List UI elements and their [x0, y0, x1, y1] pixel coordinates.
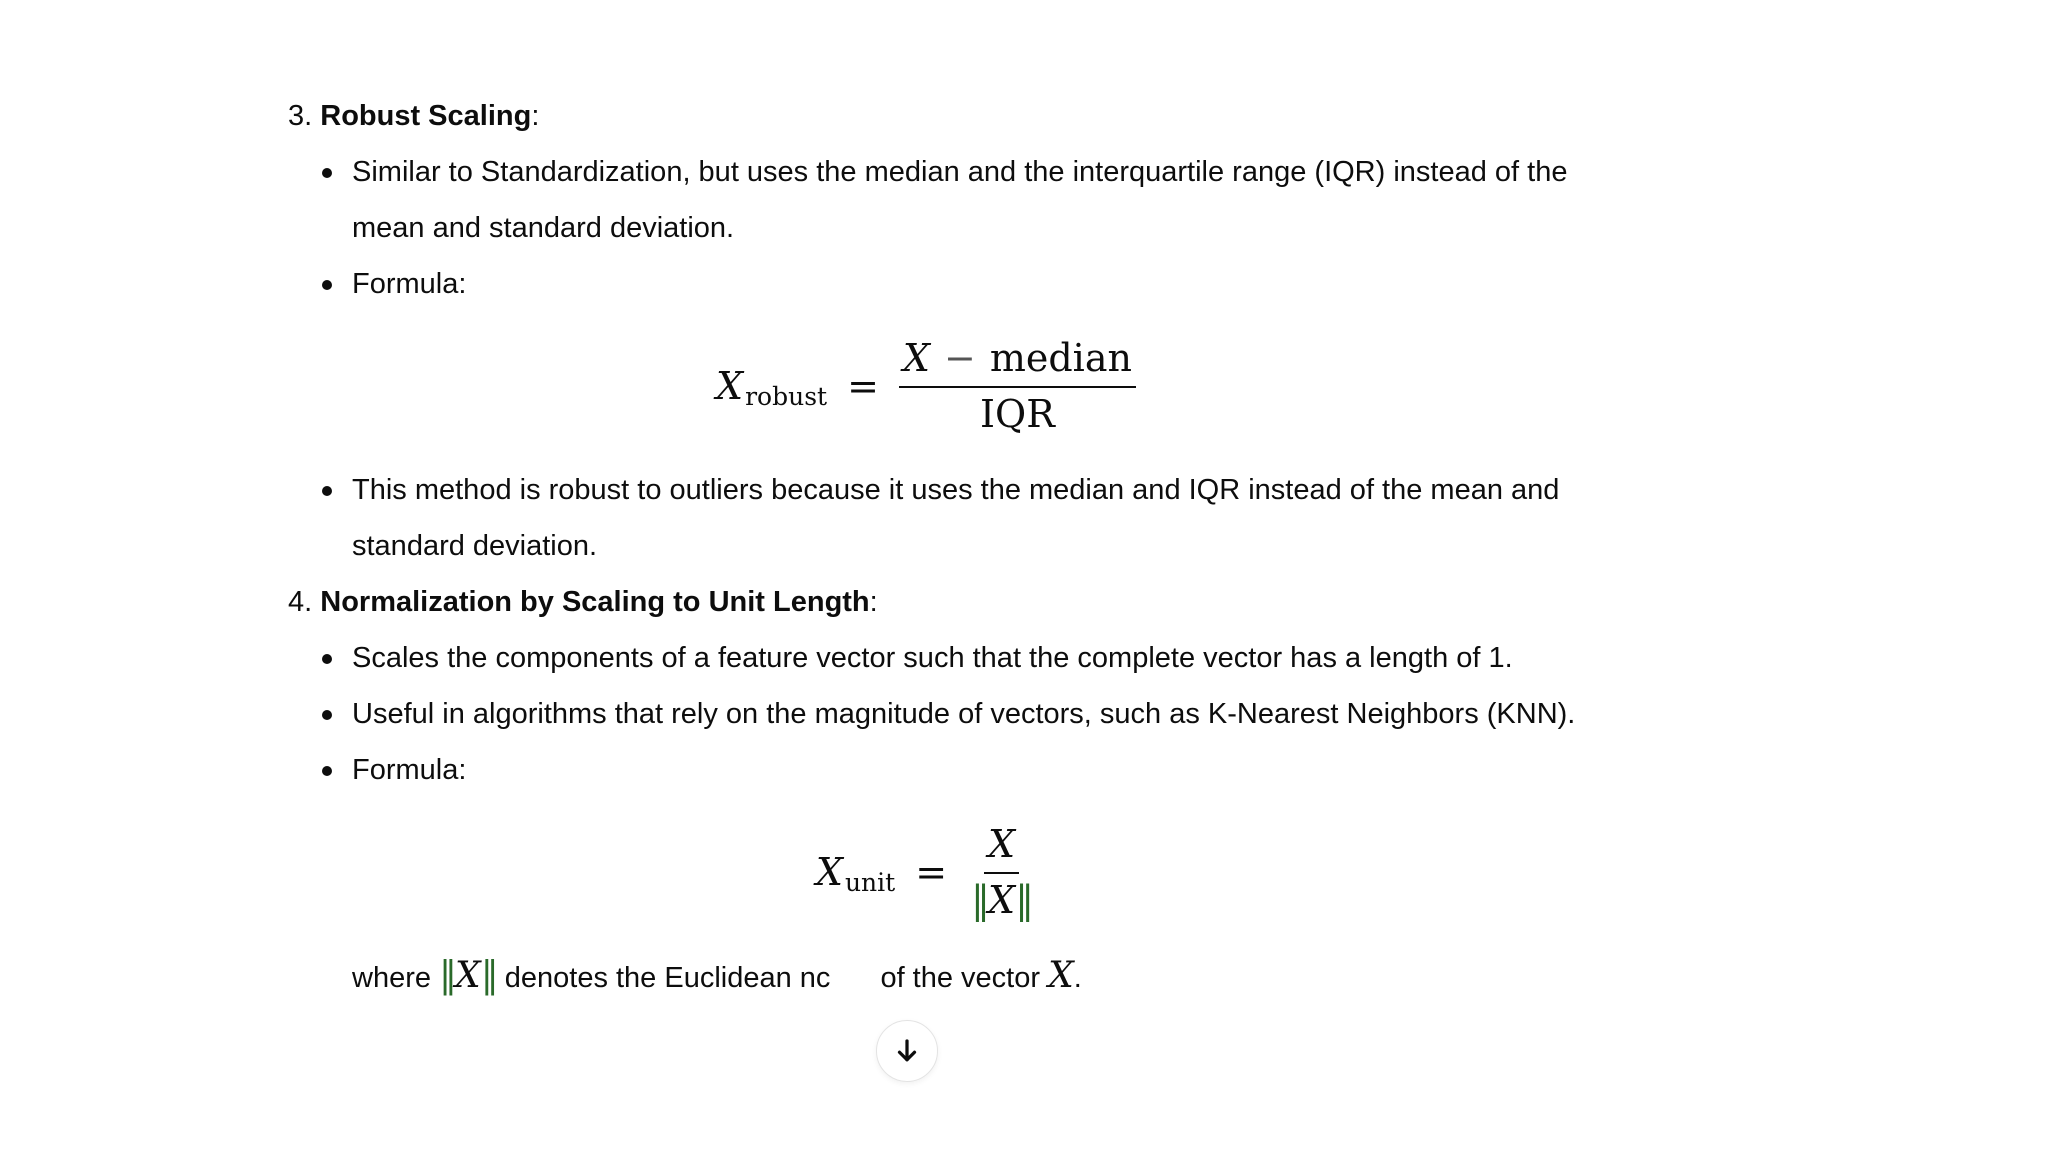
formula-fraction: [967, 824, 1036, 922]
list-item: Formula:: [352, 256, 1628, 312]
section-title: Robust Scaling: [320, 100, 532, 132]
formula-numerator-var: X: [902, 336, 930, 381]
formula-equals: =: [915, 850, 948, 895]
scroll-to-bottom-button[interactable]: [876, 1020, 938, 1082]
where-line: [288, 948, 1628, 1004]
norm-bar-right: ‖: [1015, 878, 1033, 922]
list-item: Scales the components of a feature vector such that the complete vector has a length of 1.: [352, 630, 1628, 686]
bullet-list: [288, 144, 1628, 312]
formula-fraction: [899, 338, 1136, 436]
where-prefix: where: [352, 962, 440, 994]
formula-minus: −: [943, 336, 976, 381]
norm-bar-left: ‖: [439, 955, 456, 996]
norm-bar-left: ‖: [971, 878, 989, 922]
formula-numerator: [899, 338, 1136, 388]
arrow-down-icon: [892, 1036, 922, 1066]
message-content: [288, 88, 1628, 1004]
bullet-list: [288, 462, 1628, 574]
bullet-list: [288, 630, 1628, 798]
formula-denominator: IQR: [980, 392, 1055, 436]
list-item: Similar to Standardization, but uses the median and the interquartile range (IQR) instead of the mean and standard deviation.: [352, 144, 1628, 256]
formula-numerator: [984, 824, 1019, 874]
formula-unit-length: [224, 798, 1628, 948]
section-title-suffix: :: [869, 586, 878, 618]
formula-lhs-var: X: [815, 850, 843, 895]
list-item: This method is robust to outliers because it uses the median and IQR instead of the mean and standard deviation.: [352, 462, 1628, 574]
formula-denominator: [967, 874, 1036, 922]
section-heading-robust-scaling: [288, 88, 1628, 144]
inline-norm: [439, 955, 497, 996]
section-title-suffix: :: [531, 100, 540, 132]
section-number: 3.: [288, 100, 313, 132]
formula-numerator-var: X: [988, 822, 1016, 867]
where-middle: denotes the Euclidean nc: [496, 962, 831, 994]
formula-denominator-var: X: [988, 878, 1016, 922]
list-item: Formula:: [352, 742, 1628, 798]
section-title: Normalization by Scaling to Unit Length: [320, 586, 870, 618]
formula-lhs-subscript: robust: [745, 382, 828, 412]
inline-norm-var: X: [455, 955, 481, 996]
formula-lhs-subscript: unit: [844, 868, 896, 898]
formula-lhs-var: X: [716, 364, 744, 409]
where-end-punct: .: [1073, 962, 1082, 994]
formula-robust-scaling: [224, 312, 1628, 462]
list-item: Useful in algorithms that rely on the magnitude of vectors, such as K-Nearest Neighbors (KNN).: [352, 686, 1628, 742]
formula-equals: =: [847, 364, 879, 409]
where-after: of the vector: [880, 962, 1049, 994]
section-heading-unit-length: [288, 574, 1628, 630]
section-number: 4.: [288, 586, 313, 618]
norm-bar-right: ‖: [480, 955, 497, 996]
inline-end-var: X: [1048, 955, 1074, 996]
formula-numerator-term: median: [989, 336, 1132, 381]
